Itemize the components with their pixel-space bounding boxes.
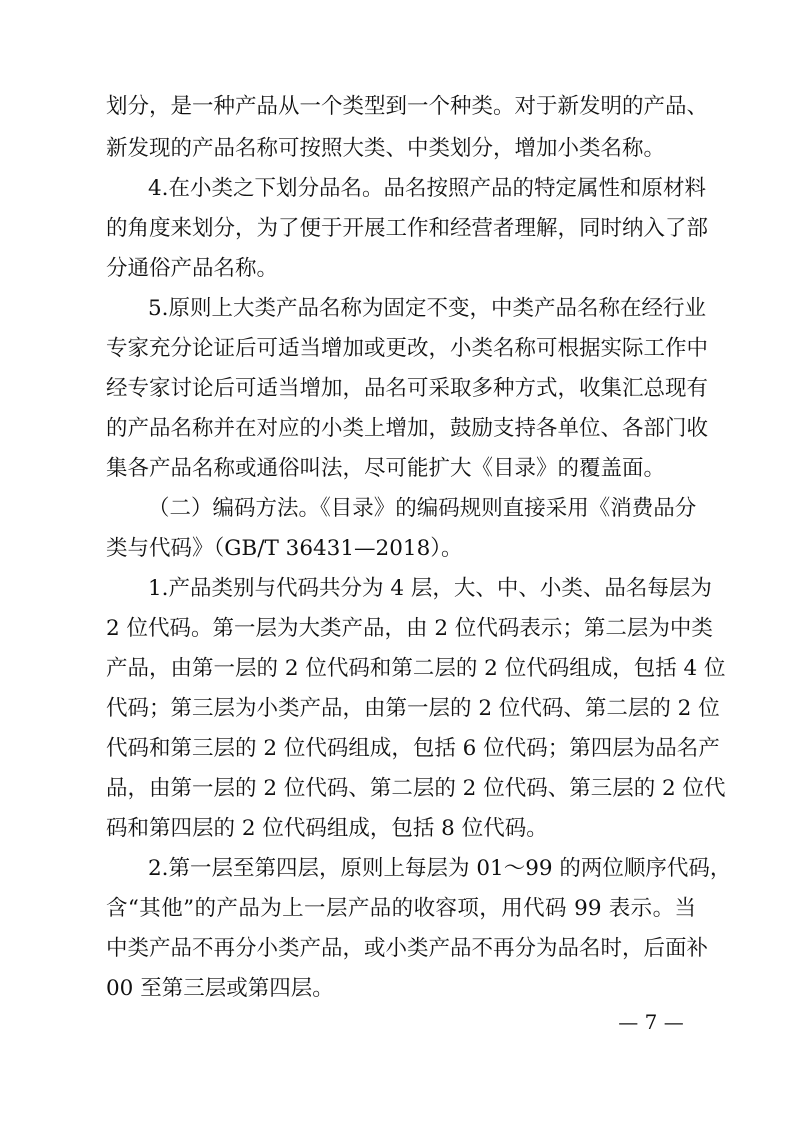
- paragraph-line: 00 至第三层或第四层。: [106, 976, 334, 1001]
- paragraph-line: 的产品名称并在对应的小类上增加，鼓励支持各单位、各部门收: [106, 416, 709, 441]
- paragraph-line: 品，由第一层的 2 位代码、第二层的 2 位代码、第三层的 2 位代: [106, 776, 726, 801]
- paragraph-line: 2.第一层至第四层，原则上每层为 01～99 的两位顺序代码，: [148, 856, 732, 881]
- paragraph-line: 类与代码》（GB/T 36431—2018）。: [106, 536, 463, 561]
- page-number: — 7 —: [618, 1010, 684, 1034]
- paragraph-line: 2 位代码。第一层为大类产品，由 2 位代码表示；第二层为中类: [106, 616, 713, 641]
- paragraph-line: 代码；第三层为小类产品，由第一层的 2 位代码、第二层的 2 位: [106, 696, 720, 721]
- section-heading-line: （二）编码方法。《目录》的编码规则直接采用《消费品分: [148, 496, 697, 521]
- paragraph-line: 划分，是一种产品从一个类型到一个种类。对于新发明的产品、: [106, 94, 709, 119]
- paragraph-line: 中类产品不再分小类产品，或小类产品不再分为品名时，后面补: [106, 936, 709, 961]
- paragraph-line: 1.产品类别与代码共分为 4 层，大、中、小类、品名每层为: [148, 576, 712, 601]
- paragraph-line: 分通俗产品名称。: [106, 256, 279, 281]
- paragraph-line: 产品，由第一层的 2 位代码和第二层的 2 位代码组成，包括 4 位: [106, 656, 726, 681]
- paragraph-line: 集各产品名称或通俗叫法，尽可能扩大《目录》的覆盖面。: [106, 456, 666, 481]
- paragraph-line: 代码和第三层的 2 位代码组成，包括 6 位代码；第四层为品名产: [106, 736, 720, 761]
- paragraph-line: 的角度来划分，为了便于开展工作和经营者理解，同时纳入了部: [106, 216, 709, 241]
- paragraph-line: 经专家讨论后可适当增加，品名可采取多种方式，收集汇总现有: [106, 376, 709, 401]
- paragraph-line: 4.在小类之下划分品名。品名按照产品的特定属性和原材料: [148, 176, 707, 201]
- paragraph-line: 码和第四层的 2 位代码组成，包括 8 位代码。: [106, 816, 548, 841]
- paragraph-line: 含“其他”的产品为上一层产品的收容项，用代码 99 表示。当: [106, 896, 696, 921]
- paragraph-line: 5.原则上大类产品名称为固定不变，中类产品名称在经行业: [148, 296, 707, 321]
- paragraph-line: 新发现的产品名称可按照大类、中类划分，增加小类名称。: [106, 136, 666, 161]
- paragraph-line: 专家充分论证后可适当增加或更改，小类名称可根据实际工作中: [106, 336, 709, 361]
